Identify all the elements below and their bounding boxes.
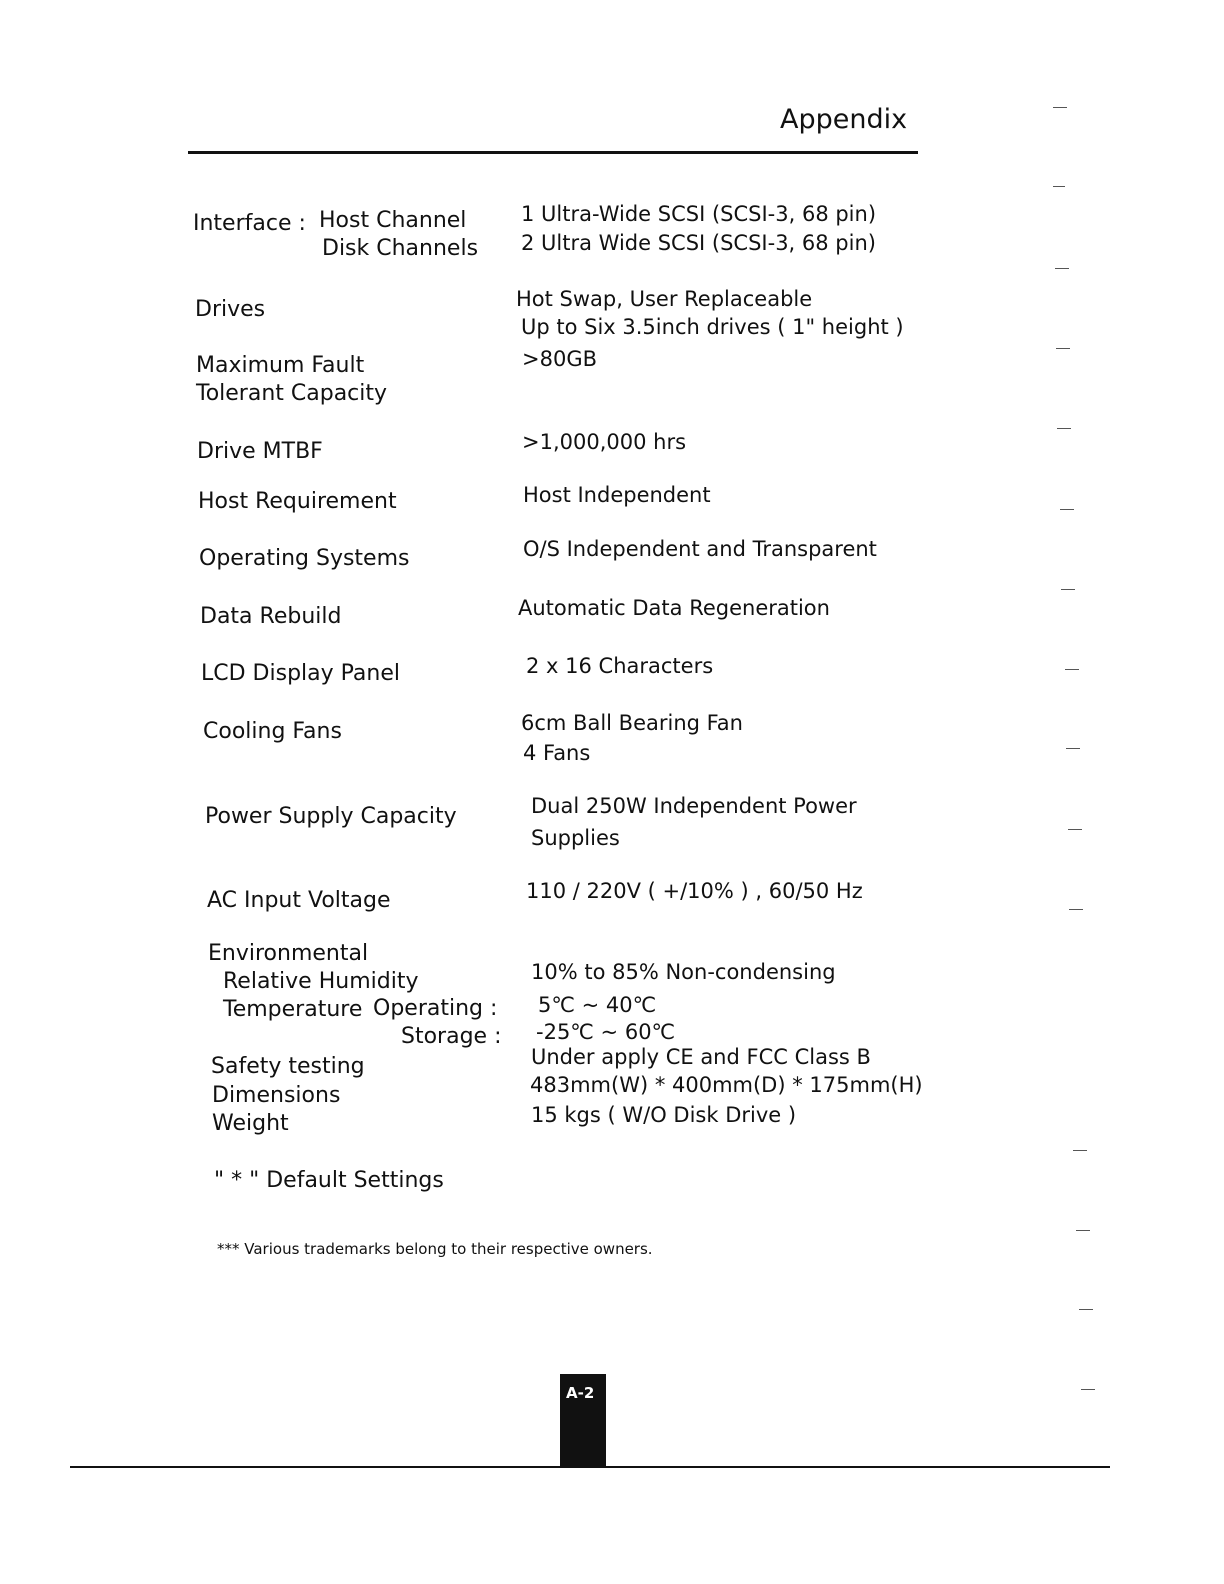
margin-tick: [1073, 1150, 1087, 1151]
safety-label: Safety testing: [211, 1054, 365, 1079]
operating-temp-label: Operating :: [373, 996, 498, 1021]
cooling-fans-value-2: 4 Fans: [523, 741, 591, 765]
page-number: A-2: [566, 1384, 595, 1402]
host-requirement-value: Host Independent: [523, 483, 711, 507]
footer-rule: [70, 1466, 1110, 1468]
margin-tick: [1055, 268, 1069, 269]
safety-value: Under apply CE and FCC Class B: [531, 1045, 871, 1069]
capacity-value: >80GB: [522, 347, 597, 371]
drives-label: Drives: [195, 297, 266, 322]
margin-tick: [1065, 669, 1079, 670]
margin-tick: [1060, 509, 1074, 510]
weight-label: Weight: [212, 1111, 289, 1136]
margin-tick: [1079, 1309, 1093, 1310]
mtbf-value: >1,000,000 hrs: [522, 430, 687, 454]
host-channel-label: Host Channel: [319, 208, 467, 233]
trademark-note: *** Various trademarks belong to their respective owners.: [217, 1240, 653, 1258]
margin-tick: [1066, 748, 1080, 749]
disk-channels-label: Disk Channels: [322, 236, 479, 261]
capacity-label-2: Tolerant Capacity: [196, 381, 388, 406]
dimensions-value: 483mm(W) * 400mm(D) * 175mm(H): [530, 1073, 923, 1097]
storage-temp-value: -25℃ ~ 60℃: [536, 1020, 676, 1044]
data-rebuild-value: Automatic Data Regeneration: [518, 596, 830, 620]
lcd-label: LCD Display Panel: [201, 661, 400, 686]
margin-tick: [1056, 348, 1070, 349]
operating-systems-value: O/S Independent and Transparent: [523, 537, 877, 561]
mtbf-label: Drive MTBF: [197, 439, 323, 464]
power-supply-value-1: Dual 250W Independent Power: [531, 794, 857, 818]
ac-input-label: AC Input Voltage: [207, 888, 391, 913]
cooling-fans-label: Cooling Fans: [203, 719, 342, 744]
margin-tick: [1061, 589, 1075, 590]
margin-tick: [1053, 186, 1065, 187]
disk-channels-value: 2 Ultra Wide SCSI (SCSI-3, 68 pin): [521, 231, 876, 255]
host-requirement-label: Host Requirement: [198, 489, 397, 514]
humidity-label: Relative Humidity: [223, 969, 419, 994]
data-rebuild-label: Data Rebuild: [200, 604, 342, 629]
header-rule: [188, 151, 918, 154]
margin-tick: [1068, 829, 1082, 830]
lcd-value: 2 x 16 Characters: [526, 654, 714, 678]
dimensions-label: Dimensions: [212, 1083, 341, 1108]
page-number-tab: [560, 1374, 606, 1468]
power-supply-value-2: Supplies: [531, 826, 620, 850]
margin-tick: [1069, 909, 1083, 910]
margin-tick: [1053, 107, 1067, 108]
drives-value-2: Up to Six 3.5inch drives ( 1" height ): [521, 315, 904, 339]
weight-value: 15 kgs ( W/O Disk Drive ): [531, 1103, 797, 1127]
ac-input-value: 110 / 220V ( +/10% ) , 60/50 Hz: [526, 879, 863, 903]
margin-tick: [1081, 1389, 1095, 1390]
capacity-label-1: Maximum Fault: [196, 353, 365, 378]
power-supply-label: Power Supply Capacity: [205, 804, 457, 829]
environmental-label: Environmental: [208, 941, 369, 966]
drives-value-1: Hot Swap, User Replaceable: [516, 287, 813, 311]
margin-tick: [1057, 428, 1071, 429]
page-title: Appendix: [780, 104, 908, 135]
host-channel-value: 1 Ultra-Wide SCSI (SCSI-3, 68 pin): [521, 202, 877, 226]
storage-temp-label: Storage :: [401, 1024, 502, 1049]
cooling-fans-value-1: 6cm Ball Bearing Fan: [521, 711, 743, 735]
operating-temp-value: 5℃ ~ 40℃: [538, 993, 657, 1017]
interface-label: Interface :: [193, 211, 306, 236]
margin-tick: [1076, 1230, 1090, 1231]
default-settings-note: " * " Default Settings: [214, 1168, 444, 1193]
operating-systems-label: Operating Systems: [199, 546, 410, 571]
temperature-label: Temperature: [223, 997, 363, 1022]
humidity-value: 10% to 85% Non-condensing: [531, 960, 836, 984]
